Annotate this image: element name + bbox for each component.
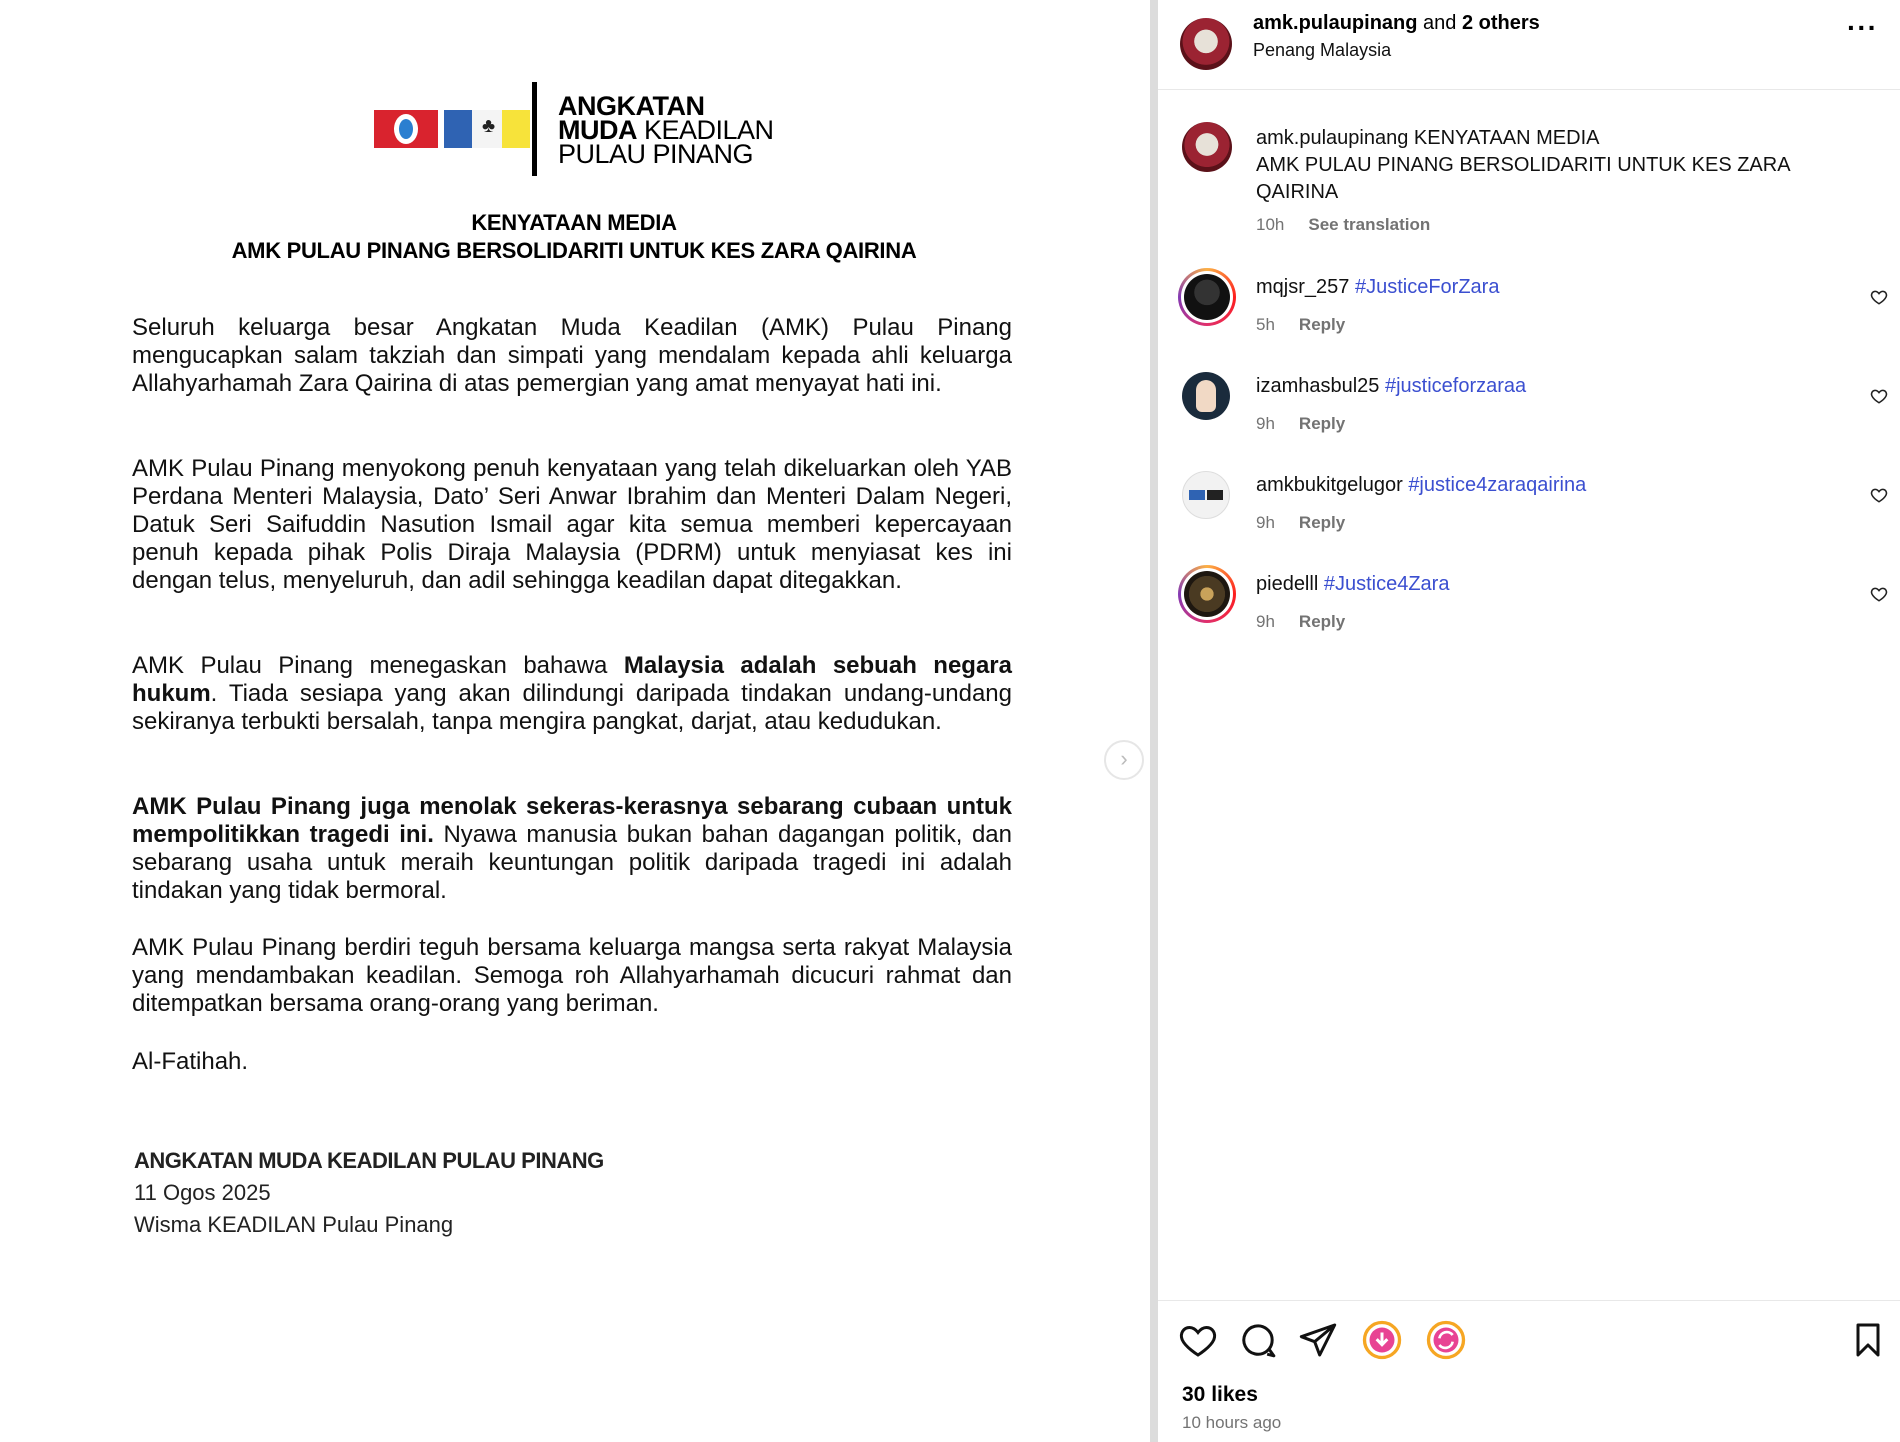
caption-line1: KENYATAAN MEDIA (1408, 127, 1600, 149)
paragraph-3: AMK Pulau Pinang menegaskan bahawa Malaysia adalah sebuah negara hukum. Tiada sesiapa yang akan dilindungi daripada tindakan undang-undang sekiranya terbukti bersalah, tanpa mengira pangkat, darjat, atau kedudukan. (132, 652, 1012, 735)
comment-hashtag[interactable]: #JusticeForZara (1354, 276, 1500, 298)
comment-avatar[interactable] (1182, 372, 1230, 420)
comment-hashtag[interactable]: #justice4zaraqairina (1408, 474, 1587, 496)
post-header-authors: amk.pulaupinang and 2 others (1253, 12, 1540, 34)
flag-red-stripe (374, 110, 438, 148)
paragraph-2: AMK Pulau Pinang menyokong penuh kenyataan yang telah dikeluarkan oleh YAB Perdana Menteri Malaysia, Dato’ Seri Anwar Ibrahim dan Menteri Dalam Negeri, Datuk Seri Saifuddin Nasution Ismail agar kita semua memberi kepercayaan penuh kepada pihak Polis Diraja Malaysia (PDRM) untuk menyiasat kes ini dengan telus, menyeluruh, dan adil sehingga keadilan dapat ditegakkan. (132, 455, 1012, 594)
comment-username[interactable]: piedelll (1256, 573, 1319, 595)
reply-button[interactable]: Reply (1298, 513, 1346, 532)
comment-4 (1256, 573, 1449, 596)
like-comment-heart-icon[interactable] (1870, 288, 1888, 306)
caption-username[interactable]: amk.pulaupinang (1256, 127, 1409, 149)
comment-time: 9h (1256, 513, 1275, 532)
comment-avatar[interactable] (1182, 471, 1230, 519)
post-time-ago: 10 hours ago (1182, 1413, 1282, 1432)
signature-place: Wisma KEADILAN Pulau Pinang (134, 1212, 454, 1237)
actions-divider (1158, 1300, 1900, 1301)
repost-extension-icon[interactable] (1426, 1320, 1466, 1360)
paragraph-4: AMK Pulau Pinang juga menolak sekeras-kerasnya sebarang cubaan untuk mempolitikkan tragedi ini. Nyawa manusia bukan bahan dagangan politik, dan sebarang usaha untuk meraih keuntungan politik daripada tragedi ini adalah tindakan yang tidak bermoral. (132, 793, 1013, 904)
doc-title: KENYATAAN MEDIA (471, 210, 677, 235)
signature-org: ANGKATAN MUDA KEADILAN PULAU PINANG (134, 1148, 604, 1173)
comment-avatar-ring[interactable] (1178, 565, 1236, 623)
like-comment-heart-icon[interactable] (1870, 585, 1888, 603)
comment-2 (1256, 375, 1526, 398)
comment-time: 9h (1256, 414, 1275, 433)
logo-divider (532, 82, 537, 176)
next-image-button[interactable] (1104, 740, 1144, 780)
more-options-icon[interactable]: ··· (1847, 12, 1878, 43)
likes-count[interactable]: 30 likes (1182, 1383, 1258, 1406)
palm-tree-icon: ♣ (482, 115, 496, 137)
caption-line2: AMK PULAU PINANG BERSOLIDARITI UNTUK KES ZARA QAIRINA (1256, 154, 1790, 203)
paragraph-1: Seluruh keluarga besar Angkatan Muda Keadilan (AMK) Pulau Pinang mengucapkan salam takziah dan simpati yang mendalam kepada ahli keluarga Allahyarhamah Zara Qairina di atas pemergian yang amat menyayat hati ini. (132, 314, 1012, 397)
amk-logo (372, 82, 792, 182)
save-bookmark-icon[interactable] (1848, 1320, 1888, 1360)
comment-avatar-ring[interactable] (1178, 268, 1236, 326)
comment-time: 9h (1256, 612, 1275, 631)
comment-hashtag[interactable]: #justiceforzaraa (1384, 375, 1527, 397)
logo-text (558, 91, 774, 169)
comment-username[interactable]: mqjsr_257 (1256, 276, 1350, 298)
author-username[interactable]: amk.pulaupinang (1253, 12, 1418, 34)
comment-meta (1256, 513, 1345, 533)
post-caption (1256, 125, 1816, 206)
flag-white-stripe (472, 110, 502, 148)
caption-avatar[interactable] (1182, 122, 1232, 172)
logo-line3: PULAU PINANG (558, 139, 754, 169)
comment-meta (1256, 612, 1345, 632)
signature-date: 11 Ogos 2025 (134, 1180, 271, 1205)
see-translation-link[interactable]: See translation (1308, 215, 1431, 234)
reply-button[interactable]: Reply (1298, 414, 1346, 433)
comment-meta (1256, 414, 1345, 434)
closing-text: Al-Fatihah. (132, 1048, 249, 1075)
paragraph-5: AMK Pulau Pinang berdiri teguh bersama keluarga mangsa serta rakyat Malaysia yang mendambakan keadilan. Semoga roh Allahyarhamah dicucuri rahmat dan ditempatkan bersama orang-orang yang beriman. (132, 934, 1012, 1017)
comment-hashtag[interactable]: #Justice4Zara (1323, 573, 1450, 595)
like-comment-heart-icon[interactable] (1870, 486, 1888, 504)
author-avatar[interactable] (1180, 18, 1232, 70)
logo-line1: ANGKATAN (558, 91, 705, 121)
post-location[interactable]: Penang Malaysia (1253, 40, 1392, 60)
share-paper-plane-icon[interactable] (1298, 1320, 1338, 1360)
flag-yellow-stripe (502, 110, 530, 148)
comment-1 (1256, 276, 1499, 299)
media-divider (1150, 0, 1158, 1442)
comment-meta (1256, 315, 1345, 335)
others-link[interactable]: 2 others (1461, 12, 1540, 34)
chevron-right-icon: › (1120, 746, 1128, 771)
post-actions (1158, 1320, 1900, 1368)
reply-button[interactable]: Reply (1298, 612, 1346, 631)
download-extension-icon[interactable] (1362, 1320, 1402, 1360)
comment-time: 5h (1256, 315, 1275, 334)
comment-3 (1256, 474, 1586, 497)
logo-line2: MUDA KEADILAN (558, 115, 774, 145)
comment-username[interactable]: izamhasbul25 (1256, 375, 1380, 397)
header-divider (1158, 89, 1900, 90)
comment-bubble-icon[interactable] (1238, 1320, 1278, 1360)
caption-time: 10h (1256, 215, 1285, 234)
doc-subtitle: AMK PULAU PINANG BERSOLIDARITI UNTUK KES ZARA QAIRINA (231, 238, 917, 263)
like-comment-heart-icon[interactable] (1870, 387, 1888, 405)
reply-button[interactable]: Reply (1298, 315, 1346, 334)
post-panel (1158, 0, 1900, 1442)
caption-meta (1256, 215, 1430, 235)
flag-blue-stripe (444, 110, 472, 148)
comment-username[interactable]: amkbukitgelugor (1256, 474, 1403, 496)
like-heart-icon[interactable] (1178, 1320, 1218, 1360)
